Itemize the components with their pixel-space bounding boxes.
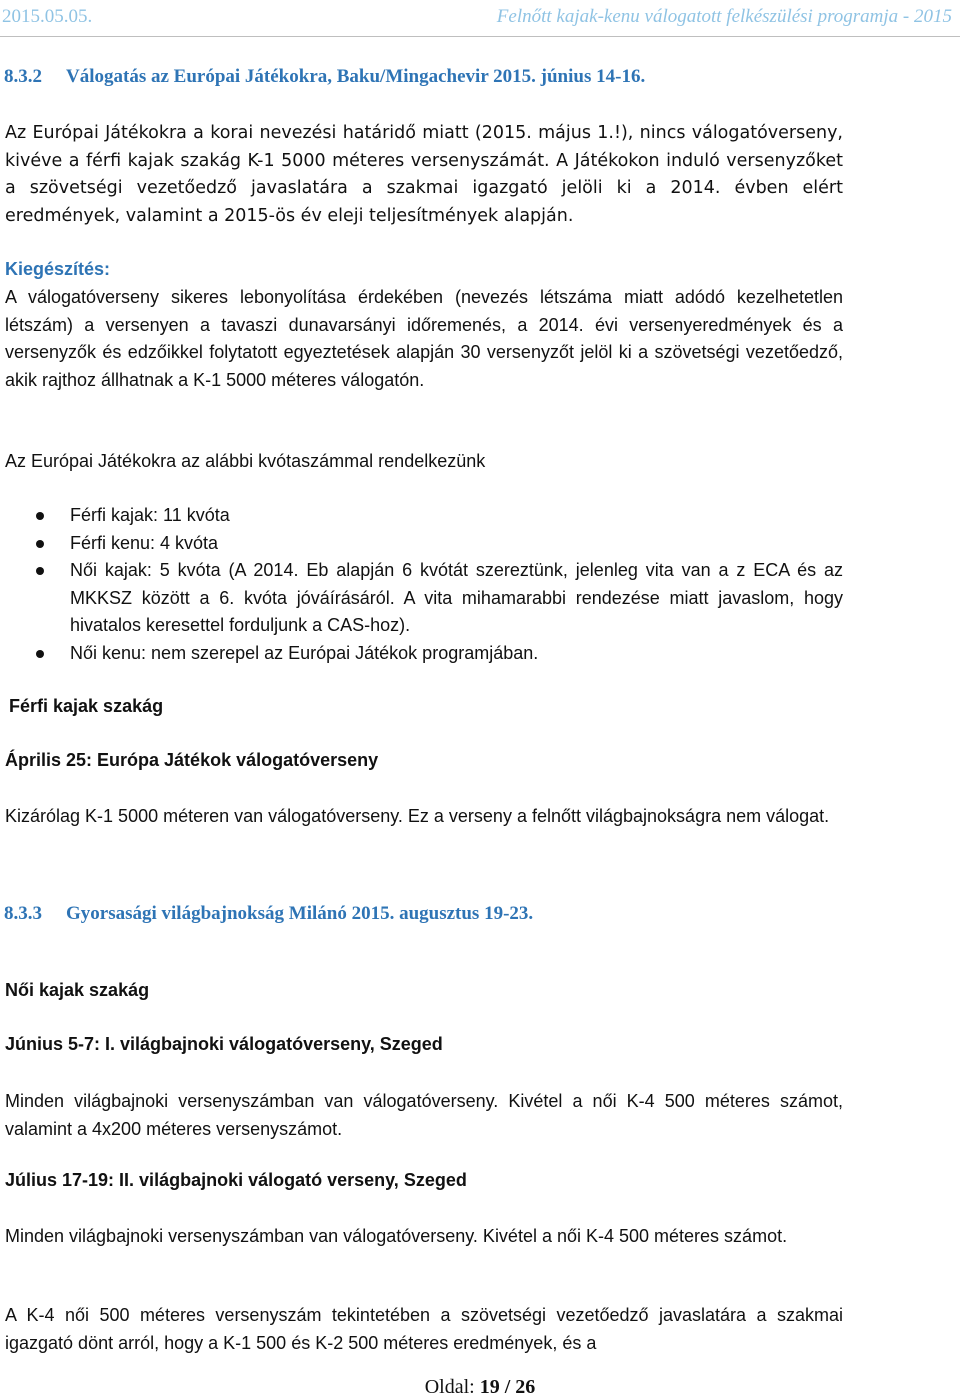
header-divider: [0, 36, 960, 37]
section-heading-8-3-2: [4, 66, 645, 88]
supplement-paragraph: A válogatóverseny sikeres lebonyolítása érdekében (nevezés létszáma miatt adódó kezelhetetlen létszám) a versenyen a tavaszi dunavarsányi időremenés, a 2014. évi versenyeredmények és a versenyzők és edzőikkel folytatott egyeztetések alapján 30 versenyzőt jelöl ki a szövetségi vezetőedző, akik rajthoz állhatnak a K-1 5000 méteres válogatón.: [5, 287, 843, 390]
bullet-icon: [36, 650, 44, 658]
page-total: 26: [515, 1376, 536, 1398]
bullet-icon: [36, 512, 44, 520]
page-footer: [0, 1376, 960, 1399]
header-title: Felnőtt kajak-kenu válogatott felkészülési programja - 2015: [496, 6, 952, 27]
list-item: Férfi kajak: 11 kvóta: [0, 502, 843, 530]
bullet-icon: [36, 540, 44, 548]
womens-kayak-event2-heading: Július 17-19: II. világbajnoki válogató verseny, Szeged: [5, 1170, 467, 1190]
section-heading-8-3-3: [4, 903, 533, 925]
intro-paragraph: Az Európai Játékokra a korai nevezési határidő miatt (2015. május 1.!), nincs válogatóverseny, kivéve a férfi kajak szakág K-1 5000 méteres versenyszámát. A Játékokon induló versenyzőket a szövetségi vezetőedző javaslatára a szakmai igazgató jelöli ki a 2014. évben elért eredmények, valamint a 2015-ös év eleji teljesítmények alapján.: [5, 123, 843, 226]
bullet-icon: [36, 567, 44, 575]
footer-label: Oldal:: [424, 1376, 475, 1398]
quota-intro: Az Európai Játékokra az alábbi kvótaszámmal rendelkezünk: [5, 451, 486, 471]
womens-kayak-event1-text: Minden világbajnoki versenyszámban van válogatóverseny. Kivétel a női K-4 500 méteres számot, valamint a 4x200 méteres versenyszámot.: [5, 1091, 843, 1139]
womens-kayak-heading: Női kajak szakág: [5, 980, 150, 1000]
page-number: 19: [479, 1376, 500, 1398]
page-separator: /: [504, 1376, 511, 1398]
section-title: Válogatás az Európai Játékokra, Baku/Mingachevir 2015. június 14-16.: [66, 66, 646, 87]
mens-kayak-event-heading: Április 25: Európa Játékok válogatóverseny: [5, 750, 379, 770]
supplement-label: Kiegészítés:: [5, 259, 111, 279]
list-item: Női kenu: nem szerepel az Európai Játékok programjában.: [0, 640, 843, 668]
header-date: 2015.05.05.: [2, 6, 93, 27]
womens-kayak-event1-heading: Június 5-7: I. világbajnoki válogatóverseny, Szeged: [5, 1034, 443, 1054]
section-number: 8.3.2: [4, 66, 42, 87]
list-item: Férfi kenu: 4 kvóta: [0, 530, 843, 558]
section-number: 8.3.3: [4, 903, 42, 924]
mens-kayak-text: Kizárólag K-1 5000 méteren van válogatóverseny. Ez a verseny a felnőtt világbajnokságra nem válogat.: [5, 806, 830, 826]
womens-kayak-event2-text: Minden világbajnoki versenyszámban van válogatóverseny. Kivétel a női K-4 500 méteres számot.: [5, 1226, 788, 1246]
mens-kayak-heading: Férfi kajak szakág: [9, 696, 164, 716]
womens-kayak-closing-text: A K-4 női 500 méteres versenyszám tekintetében a szövetségi vezetőedző javaslatára a szakmai igazgató dönt arról, hogy a K-1 500 és K-2 500 méteres eredmények, és a: [5, 1305, 843, 1353]
list-item: Női kajak: 5 kvóta (A 2014. Eb alapján 6 kvótát szereztünk, jelenleg vita van a z ECA és az MKKSZ között a 6. kvóta jóváírásáról. A vita mihamarabbi rendezése miatt javaslom, hogy hivatalos keresettel forduljunk a CAS-hoz).: [0, 557, 843, 640]
quota-list: [0, 502, 843, 668]
section-title: Gyorsasági világbajnokság Milánó 2015. augusztus 19-23.: [66, 903, 534, 924]
